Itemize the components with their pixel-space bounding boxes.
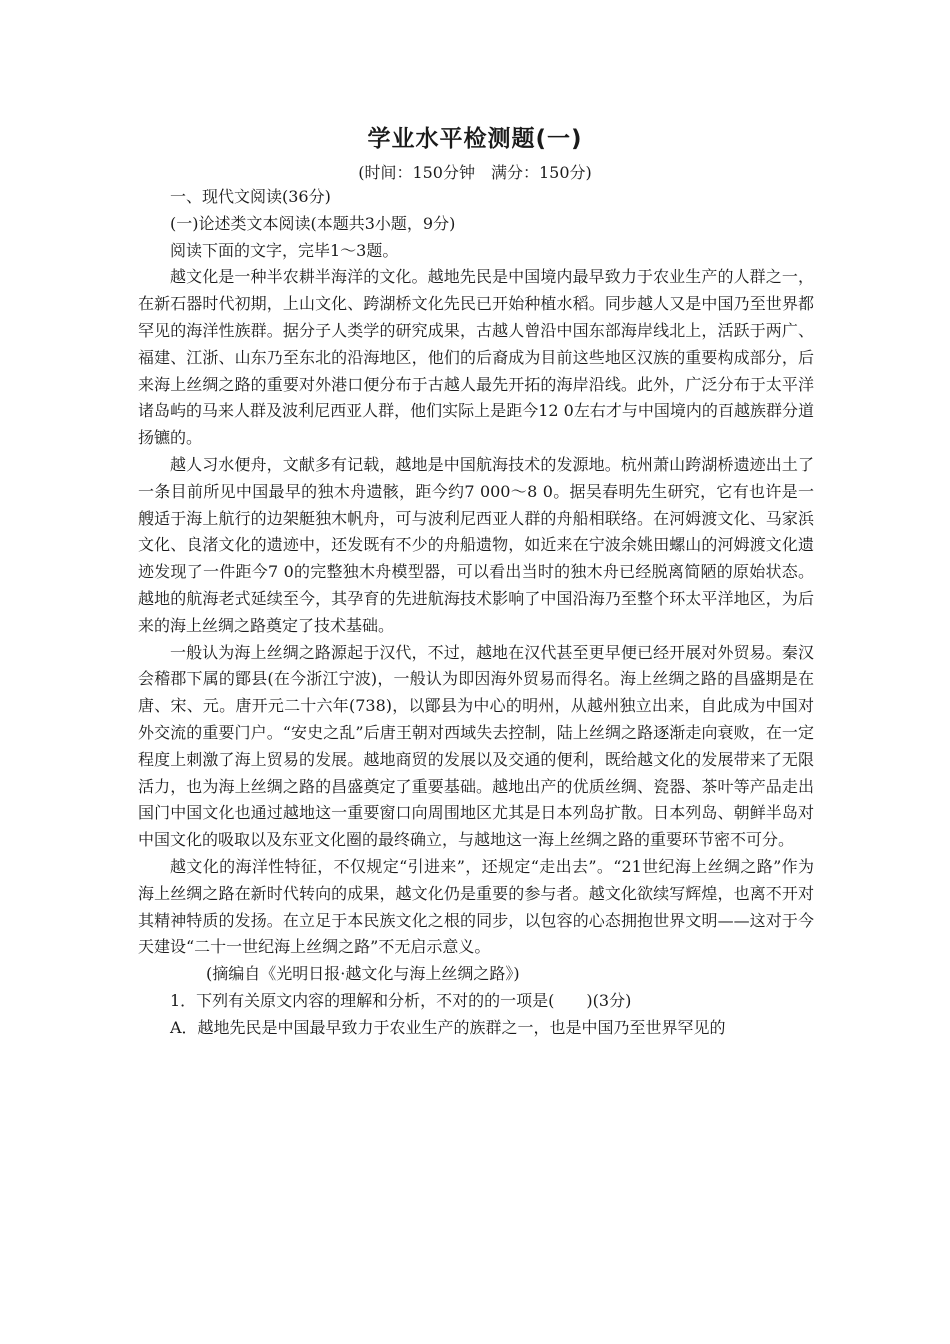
passage-source: (摘编自《光明日报·越文化与海上丝绸之路》) — [206, 964, 520, 984]
subsection-heading: (一)论述类文本阅读(本题共3小题，9分) — [170, 213, 456, 233]
question-1: 1．下列有关原文内容的理解和分析，不对的的一项是( )(3分) — [170, 990, 632, 1010]
exam-time-score: (时间：150分钟 满分：150分) — [358, 163, 592, 182]
exam-title: 学业水平检测题(一) — [367, 126, 583, 152]
section-heading: 一、现代文阅读(36分) — [170, 187, 331, 206]
option-a: A．越地先民是中国最早致力于农业生产的族群之一，也是中国乃至世界罕见的 — [170, 1017, 726, 1037]
passage-paragraph: 越人习水便舟，文献多有记载，越地是中国航海技术的发源地。杭州萧山跨湖桥遗迹出土了一条目前所见中国最早的独木舟遗骸，距今约7 000～8 0。据吴春明先生研究，它有也许是一艘适于海上航行的边架艇独木帆舟，可与波利尼西亚人群的舟船相联络。在河姆渡文化、马家浜文化、良渚文化的遗迹中，还发既有不少的舟船遗物，如近来在宁波余姚田螺山的河姆渡文化遗迹发现了一件距今7 0的完整独木舟模型器，可以看出当时的独木舟已经脱离简陋的原始状态。越地的航海老式延续至今，其孕育的先进航海技术影响了中国沿海乃至整个环太平洋地区，为后来的海上丝绸之路奠定了技术基础。 — [138, 454, 814, 635]
passage-paragraph: 一般认为海上丝绸之路源起于汉代，不过，越地在汉代甚至更早便已经开展对外贸易。秦汉会稽郡下属的鄮县(在今浙江宁波)，一般认为即因海外贸易而得名。海上丝绸之路的昌盛期是在唐、宋、元。唐开元二十六年(738)，以鄮县为中心的明州，从越州独立出来，自此成为中国对外交流的重要门户。“安史之乱”后唐王朝对西域失去控制，陆上丝绸之路逐渐走向衰败，在一定程度上刺激了海上贸易的发展。越地商贸的发展以及交通的便利，既给越文化的发展带来了无限活力，也为海上丝绸之路的昌盛奠定了重要基础。越地出产的优质丝绸、瓷器、茶叶等产品走出国门中国文化也通过越地这一重要窗口向周围地区尤其是日本列岛扩散。日本列岛、朝鲜半岛对中国文化的吸取以及东亚文化圈的最终确立，与越地这一海上丝绸之路的重要环节密不可分。 — [138, 642, 814, 850]
reading-instruction: 阅读下面的文字，完毕1～3题。 — [170, 240, 399, 260]
passage-paragraph: 越文化是一种半农耕半海洋的文化。越地先民是中国境内最早致力于农业生产的人群之一，在新石器时代初期，上山文化、跨湖桥文化先民已开始种植水稻。同步越人又是中国乃至世界都罕见的海洋性族群。据分子人类学的研究成果，古越人曾沿中国东部海岸线北上，活跃于两广、福建、江浙、山东乃至东北的沿海地区，他们的后裔成为目前这些地区汉族的重要构成部分，后来海上丝绸之路的重要对外港口便分布于古越人最先开拓的海岸沿线。此外，广泛分布于太平洋诸岛屿的马来人群及波利尼西亚人群，他们实际上是距今12 0左右才与中国境内的百越族群分道扬镳的。 — [138, 267, 814, 448]
document-body — [138, 184, 814, 1042]
passage-paragraph: 越文化的海洋性特征，不仅规定“引进来”，还规定“走出去”。“21世纪海上丝绸之路”作为海上丝绸之路在新时代转向的成果，越文化仍是重要的参与者。越文化欲续写辉煌，也离不开对其精神特质的发扬。在立足于本民族文化之根的同步，以包容的心态拥抱世界文明——这对于今天建设“二十一世纪海上丝绸之路”不无启示意义。 — [138, 856, 814, 957]
